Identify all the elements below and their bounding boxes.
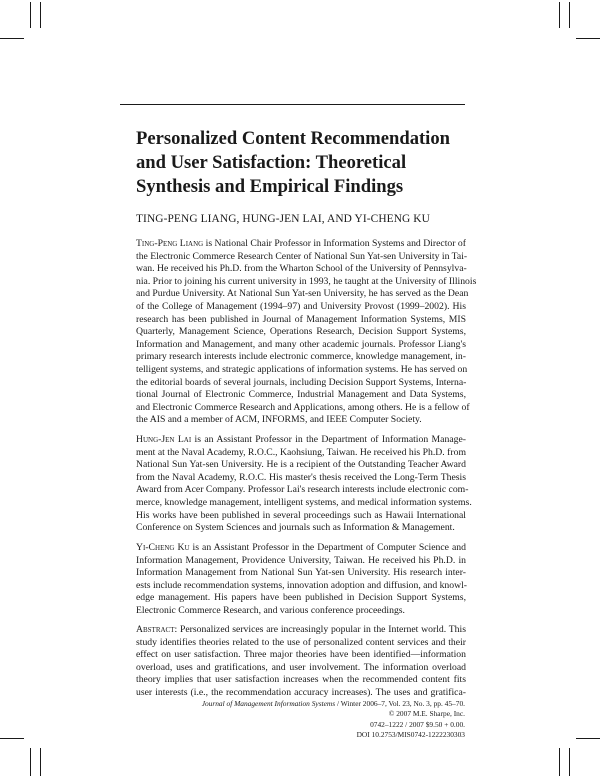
crop-mark-top-right-v2 xyxy=(569,2,570,28)
issn: 0742–1222 / 2007 $9.50 + 0.00. xyxy=(370,719,465,729)
crop-mark-bottom-left-h xyxy=(0,738,24,739)
crop-mark-bottom-right-h xyxy=(576,738,600,739)
bio-name: Yi-Cheng Ku xyxy=(136,542,190,553)
title-line: Personalized Content Recommendation xyxy=(136,128,450,149)
crop-mark-top-left-v2 xyxy=(30,2,31,28)
crop-mark-bottom-right-v2 xyxy=(569,748,570,776)
abstract-label: Abstract: xyxy=(136,624,178,635)
journal-name: Journal of Management Information Systems xyxy=(201,699,336,708)
header-rule xyxy=(120,104,465,105)
crop-mark-top-left-h xyxy=(0,38,24,39)
crop-mark-bottom-right-v xyxy=(559,748,560,776)
title-line: and User Satisfaction: Theoretical xyxy=(136,152,407,173)
bio-name: Hung-Jen Lai xyxy=(136,434,192,445)
issue-info: / Winter 2006–7, Vol. 23, No. 3, pp. 45–70. xyxy=(335,699,465,708)
bio-lai: Hung-Jen Lai is an Assistant Professor in the Department of Information Manage- ment at the Naval Academy, R.O.C., Kaohsiung, Taiwan. He received his Ph.D. from National Sun Yat-sen University. He is a recipient of the Outstanding Teacher Award from the Naval Academy, R.O.C. His master's thesis received the Long-Term Thesis Award from Acer Company. Professor Lai's research interests include electronic com- merce, knowledge management, intelligent systems, and medical information systems. His works have been published in several proceedings such as Hawaii International Conference on System Sciences and journals such as Information & Management. xyxy=(136,434,472,534)
copyright: © 2007 M.E. Sharpe, Inc. xyxy=(388,709,465,719)
crop-mark-top-left-v xyxy=(40,2,41,28)
author-list: TING-PENG LIANG, HUNG-JEN LAI, AND YI-CHENG KU xyxy=(136,213,430,225)
citation-footer xyxy=(135,699,465,741)
bio-ku: Yi-Cheng Ku is an Assistant Professor in the Department of Computer Science and Information Management, Providence University, Taiwan. He received his Ph.D. in Information Management from National Sun Yat-sen University. His research inter- ests include recommendation systems, innovation adoption and diffusion, and knowl- edge management. His papers have been published in Decision Support Systems, Electronic Commerce Research, and various conference proceedings. xyxy=(136,542,468,616)
crop-mark-bottom-left-v2 xyxy=(40,748,41,776)
article-title xyxy=(136,127,466,199)
crop-mark-top-right-h xyxy=(576,38,600,39)
title-line: Synthesis and Empirical Findings xyxy=(136,176,404,197)
doi: DOI 10.2753/MIS0742-1222230303 xyxy=(356,730,465,740)
bio-name: Ting-Peng Liang xyxy=(136,238,204,249)
abstract: Abstract: Personalized services are increasingly popular in the Internet world. This study identifies theories related to the use of personalized content services and their effect on user satisfaction. Three major theories have been identified—information overload, uses and gratifications, and user involvement. The information overload theory implies that user satisfaction increases when the recommended content fits user interests (i.e., the recommendation accuracy increases). The uses and gratifica- xyxy=(136,624,466,698)
bio-liang: Ting-Peng Liang is National Chair Professor in Information Systems and Director of the Electronic Commerce Research Center of National Sun Yat-sen University in Tai- wan. He received his Ph.D. from the Wharton School of the University of Pennsylva- nia. Prior to joining his current university in 1993, he taught at the University of Illinois and Purdue University. At National Sun Yat-sen University, he has served as the Dean of the College of Management (1994–97) and University Provost (1999–2002). His research has been published in Journal of Management Information Systems, MIS Quarterly, Management Science, Operations Research, Decision Support Systems, Information and Management, and many other academic journals. Professor Liang's primary research interests include electronic commerce, knowledge management, in- telligent systems, and strategic applications of information systems. He has served on the editorial boards of several journals, including Decision Support Systems, Interna- tional Journal of Electronic Commerce, Industrial Management and Data Systems, and Electronic Commerce Research and Applications, among others. He is a fellow of the AIS and a member of ACM, INFORMS, and IEEE Computer Society. xyxy=(136,238,477,426)
crop-mark-top-right-v xyxy=(559,2,560,28)
crop-mark-bottom-left-v xyxy=(30,748,31,776)
